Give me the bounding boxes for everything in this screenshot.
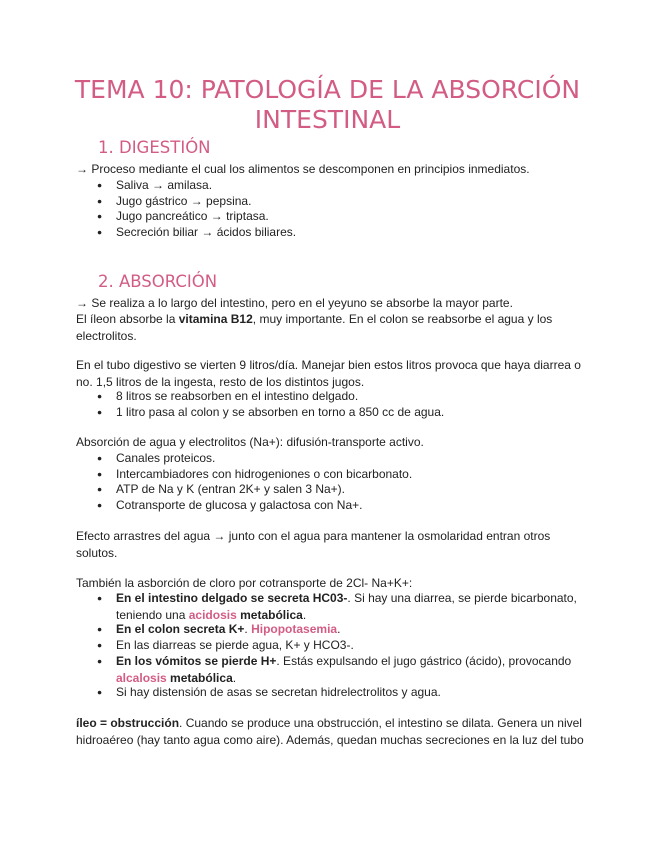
list-item: ● En las diarreas se pierde agua, K+ y HCO3-. [116,637,586,654]
list-item: ● En los vómitos se pierde H+. Estás expulsando el jugo gástrico (ácido), provocando alcalosis metabólica. [116,653,586,687]
page-title-line1: TEMA 10: PATOLOGÍA DE LA ABSORCIÓN [74,75,581,104]
list-item: ● En el colon secreta K+. Hipopotasemia. [116,621,586,638]
list-item: ● 8 litros se reabsorben en el intestino delgado. [116,388,586,405]
list-item: ● ATP de Na y K (entran 2K+ y salen 3 Na+). [116,481,586,498]
absorcion-p1: → Se realiza a lo largo del intestino, pero en el yeyuno se absorbe la mayor parte. [76,296,513,310]
list-item: ● Intercambiadores con hidrogeniones o con bicarbonato. [116,466,586,483]
list-item: ● Jugo gástrico → pepsina. [116,193,586,210]
absorcion-p3: En el tubo digestivo se vierten 9 litros/día. Manejar bien estos litros provoca que haya diarrea o no. 1,5 litros de la ingesta, resto de los distintos jugos. [76,358,581,389]
digestion-intro: → Proceso mediante el cual los alimentos se descomponen en principios inmediatos. [76,162,530,176]
list-item: ● Cotransporte de glucosa y galactosa con Na+. [116,497,586,514]
page-title-line2: INTESTINAL [254,105,401,134]
list-item: ● Secreción biliar → ácidos biliares. [116,224,586,241]
list-item: ● Si hay distensión de asas se secretan hidrelectrolitos y agua. [116,684,586,701]
absorcion-p6: También la asborción de cloro por cotransporte de 2Cl- Na+K+: [76,576,413,590]
absorcion-p5: Efecto arrastres del agua → junto con el agua para mantener la osmolaridad entran otros solutos. [76,529,551,560]
absorcion-p7: íleo = obstrucción. Cuando se produce una obstrucción, el intestino se dilata. Genera un nivel hidroaéreo (hay tanto agua como aire). Además, quedan muchas secreciones en la luz del tubo [76,716,584,747]
list-item: ● Saliva → amilasa. [116,177,586,194]
absorcion-p2: El íleon absorbe la vitamina B12, muy importante. En el colon se reabsorbe el agua y los electrolitos. [76,312,553,343]
list-item: ● Jugo pancreático → triptasa. [116,208,586,225]
section-heading-absorcion: 2. ABSORCIÓN [98,272,218,291]
absorcion-p4: Absorción de agua y electrolitos (Na+): difusión-transporte activo. [76,435,424,449]
list-item: ● 1 litro pasa al colon y se absorben en torno a 850 cc de agua. [116,404,586,421]
list-item: ● Canales proteicos. [116,450,586,467]
section-heading-digestion: 1. DIGESTIÓN [98,138,211,157]
list-item: ● En el intestino delgado se secreta HC03-. Si hay una diarrea, se pierde bicarbonato, teniendo una acidosis metabólica. [116,590,586,624]
